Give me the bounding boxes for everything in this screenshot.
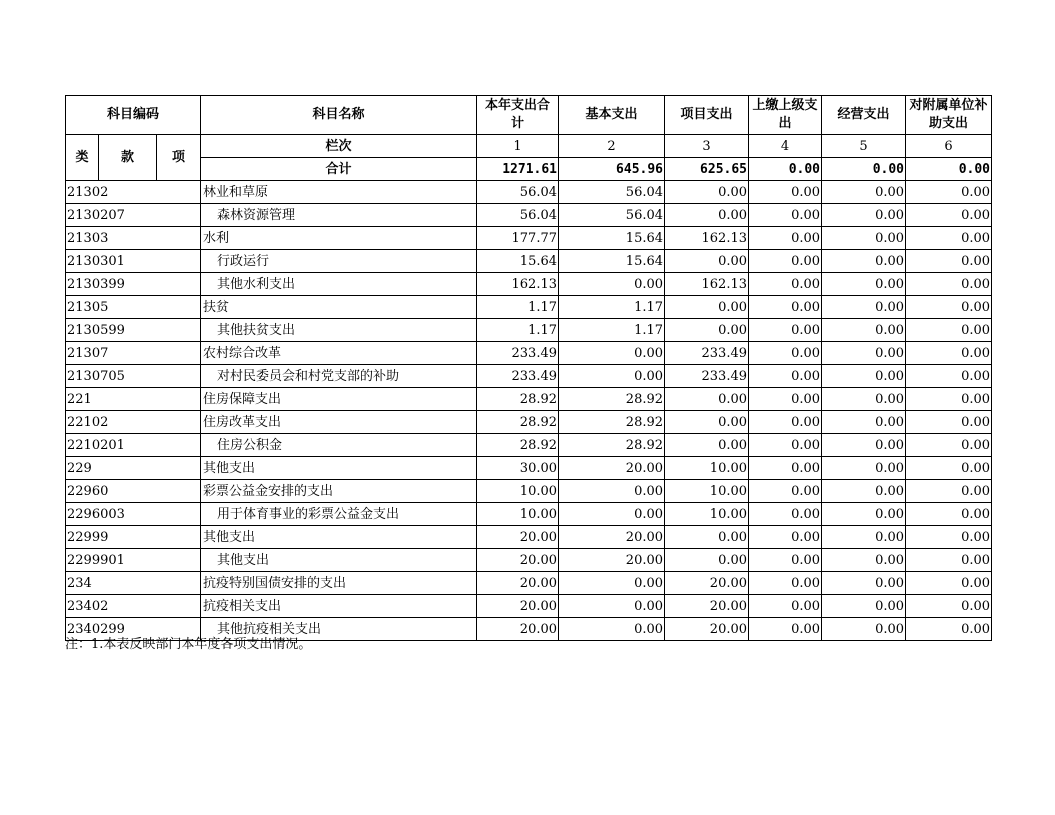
row-project: 0.00 xyxy=(665,296,749,319)
expenditure-table xyxy=(65,95,992,641)
row-name: 扶贫 xyxy=(201,296,477,319)
row-subsidy: 0.00 xyxy=(906,319,992,342)
row-subsidy: 0.00 xyxy=(906,388,992,411)
row-code: 23402 xyxy=(66,595,201,618)
row-business: 0.00 xyxy=(822,411,906,434)
sum-total: 1271.61 xyxy=(477,158,559,181)
row-subsidy: 0.00 xyxy=(906,181,992,204)
table-row xyxy=(66,526,992,549)
row-project: 162.13 xyxy=(665,273,749,296)
row-total: 162.13 xyxy=(477,273,559,296)
row-subsidy: 0.00 xyxy=(906,273,992,296)
table-row xyxy=(66,273,992,296)
row-total: 1.17 xyxy=(477,296,559,319)
row-subsidy: 0.00 xyxy=(906,503,992,526)
sum-subsidy: 0.00 xyxy=(906,158,992,181)
row-upper: 0.00 xyxy=(749,273,822,296)
row-subsidy: 0.00 xyxy=(906,480,992,503)
sum-basic: 645.96 xyxy=(559,158,665,181)
row-name: 其他支出 xyxy=(201,526,477,549)
row-code: 21307 xyxy=(66,342,201,365)
expenditure-table-sheet xyxy=(65,95,992,641)
row-name: 其他抗疫相关支出 xyxy=(201,618,477,641)
row-total: 20.00 xyxy=(477,526,559,549)
row-project: 20.00 xyxy=(665,595,749,618)
row-code: 22999 xyxy=(66,526,201,549)
row-code: 2130705 xyxy=(66,365,201,388)
row-upper: 0.00 xyxy=(749,250,822,273)
row-upper: 0.00 xyxy=(749,296,822,319)
row-basic: 0.00 xyxy=(559,480,665,503)
row-code: 2130207 xyxy=(66,204,201,227)
row-name: 抗疫相关支出 xyxy=(201,595,477,618)
header-kuan: 款 xyxy=(99,135,157,181)
row-basic: 56.04 xyxy=(559,204,665,227)
table-row xyxy=(66,181,992,204)
row-business: 0.00 xyxy=(822,296,906,319)
row-code: 2130599 xyxy=(66,319,201,342)
row-total: 10.00 xyxy=(477,503,559,526)
row-project: 10.00 xyxy=(665,503,749,526)
row-project: 10.00 xyxy=(665,480,749,503)
row-upper: 0.00 xyxy=(749,319,822,342)
row-code: 229 xyxy=(66,457,201,480)
row-name: 森林资源管理 xyxy=(201,204,477,227)
header-upper: 上缴上级支出 xyxy=(749,96,822,135)
row-subsidy: 0.00 xyxy=(906,549,992,572)
row-code: 2340299 xyxy=(66,618,201,641)
table-row xyxy=(66,296,992,319)
row-total: 1.17 xyxy=(477,319,559,342)
row-total: 20.00 xyxy=(477,549,559,572)
row-total: 28.92 xyxy=(477,434,559,457)
row-upper: 0.00 xyxy=(749,457,822,480)
row-total: 233.49 xyxy=(477,365,559,388)
table-body xyxy=(66,181,992,641)
row-name: 林业和草原 xyxy=(201,181,477,204)
row-business: 0.00 xyxy=(822,227,906,250)
row-subsidy: 0.00 xyxy=(906,227,992,250)
table-row xyxy=(66,503,992,526)
row-subsidy: 0.00 xyxy=(906,365,992,388)
row-basic: 0.00 xyxy=(559,342,665,365)
row-business: 0.00 xyxy=(822,273,906,296)
table-row xyxy=(66,480,992,503)
row-name: 用于体育事业的彩票公益金支出 xyxy=(201,503,477,526)
row-name: 住房公积金 xyxy=(201,434,477,457)
row-name: 其他扶贫支出 xyxy=(201,319,477,342)
row-business: 0.00 xyxy=(822,434,906,457)
row-upper: 0.00 xyxy=(749,181,822,204)
row-subsidy: 0.00 xyxy=(906,411,992,434)
row-project: 162.13 xyxy=(665,227,749,250)
row-upper: 0.00 xyxy=(749,365,822,388)
row-name: 水利 xyxy=(201,227,477,250)
row-basic: 0.00 xyxy=(559,618,665,641)
row-total: 20.00 xyxy=(477,618,559,641)
row-project: 0.00 xyxy=(665,181,749,204)
row-subsidy: 0.00 xyxy=(906,572,992,595)
row-name: 其他水利支出 xyxy=(201,273,477,296)
row-upper: 0.00 xyxy=(749,204,822,227)
row-basic: 56.04 xyxy=(559,181,665,204)
row-total: 56.04 xyxy=(477,181,559,204)
row-name: 彩票公益金安排的支出 xyxy=(201,480,477,503)
header-basic: 基本支出 xyxy=(559,96,665,135)
sum-project: 625.65 xyxy=(665,158,749,181)
row-upper: 0.00 xyxy=(749,572,822,595)
row-upper: 0.00 xyxy=(749,480,822,503)
row-project: 233.49 xyxy=(665,342,749,365)
row-basic: 1.17 xyxy=(559,319,665,342)
row-basic: 20.00 xyxy=(559,457,665,480)
table-note: 注：1.本表反映部门本年度各项支出情况。 xyxy=(65,637,312,652)
row-total: 233.49 xyxy=(477,342,559,365)
row-project: 10.00 xyxy=(665,457,749,480)
header-total: 本年支出合计 xyxy=(477,96,559,135)
index-col-5: 5 xyxy=(822,135,906,158)
table-row xyxy=(66,227,992,250)
table-row xyxy=(66,457,992,480)
row-code: 21302 xyxy=(66,181,201,204)
row-subsidy: 0.00 xyxy=(906,434,992,457)
row-project: 20.00 xyxy=(665,618,749,641)
row-business: 0.00 xyxy=(822,526,906,549)
row-total: 28.92 xyxy=(477,388,559,411)
row-name: 行政运行 xyxy=(201,250,477,273)
row-code: 22102 xyxy=(66,411,201,434)
table-row xyxy=(66,434,992,457)
row-code: 22960 xyxy=(66,480,201,503)
row-code: 2299901 xyxy=(66,549,201,572)
row-code: 2296003 xyxy=(66,503,201,526)
row-upper: 0.00 xyxy=(749,595,822,618)
row-name: 抗疫特别国债安排的支出 xyxy=(201,572,477,595)
row-basic: 20.00 xyxy=(559,526,665,549)
row-upper: 0.00 xyxy=(749,434,822,457)
row-basic: 15.64 xyxy=(559,250,665,273)
header-code-group: 科目编码 xyxy=(66,96,201,135)
row-project: 0.00 xyxy=(665,204,749,227)
row-basic: 1.17 xyxy=(559,296,665,319)
header-name: 科目名称 xyxy=(201,96,477,135)
row-project: 20.00 xyxy=(665,572,749,595)
row-total: 15.64 xyxy=(477,250,559,273)
sum-upper: 0.00 xyxy=(749,158,822,181)
row-total: 177.77 xyxy=(477,227,559,250)
row-business: 0.00 xyxy=(822,572,906,595)
row-name: 其他支出 xyxy=(201,457,477,480)
header-project: 项目支出 xyxy=(665,96,749,135)
row-business: 0.00 xyxy=(822,595,906,618)
table-row xyxy=(66,250,992,273)
sum-label: 合计 xyxy=(201,158,477,181)
row-subsidy: 0.00 xyxy=(906,595,992,618)
table-row xyxy=(66,411,992,434)
row-business: 0.00 xyxy=(822,503,906,526)
row-upper: 0.00 xyxy=(749,526,822,549)
row-basic: 0.00 xyxy=(559,595,665,618)
row-project: 233.49 xyxy=(665,365,749,388)
row-subsidy: 0.00 xyxy=(906,618,992,641)
row-code: 2130301 xyxy=(66,250,201,273)
table-row xyxy=(66,549,992,572)
row-project: 0.00 xyxy=(665,319,749,342)
row-basic: 28.92 xyxy=(559,411,665,434)
table-row xyxy=(66,204,992,227)
row-subsidy: 0.00 xyxy=(906,250,992,273)
row-code: 221 xyxy=(66,388,201,411)
header-subsidy: 对附属单位补助支出 xyxy=(906,96,992,135)
header-xiang: 项 xyxy=(157,135,201,181)
row-upper: 0.00 xyxy=(749,411,822,434)
row-business: 0.00 xyxy=(822,480,906,503)
row-project: 0.00 xyxy=(665,549,749,572)
header-business: 经营支出 xyxy=(822,96,906,135)
row-project: 0.00 xyxy=(665,526,749,549)
index-col-3: 3 xyxy=(665,135,749,158)
table-row xyxy=(66,595,992,618)
row-name: 住房保障支出 xyxy=(201,388,477,411)
header-lei: 类 xyxy=(66,135,99,181)
row-basic: 0.00 xyxy=(559,503,665,526)
index-label: 栏次 xyxy=(201,135,477,158)
index-col-6: 6 xyxy=(906,135,992,158)
row-basic: 0.00 xyxy=(559,572,665,595)
row-upper: 0.00 xyxy=(749,549,822,572)
row-project: 0.00 xyxy=(665,388,749,411)
index-col-2: 2 xyxy=(559,135,665,158)
row-total: 20.00 xyxy=(477,572,559,595)
row-business: 0.00 xyxy=(822,181,906,204)
row-code: 2210201 xyxy=(66,434,201,457)
row-code: 21305 xyxy=(66,296,201,319)
row-business: 0.00 xyxy=(822,457,906,480)
table-row xyxy=(66,342,992,365)
row-upper: 0.00 xyxy=(749,503,822,526)
row-subsidy: 0.00 xyxy=(906,342,992,365)
row-business: 0.00 xyxy=(822,250,906,273)
table-row xyxy=(66,319,992,342)
row-subsidy: 0.00 xyxy=(906,457,992,480)
row-upper: 0.00 xyxy=(749,388,822,411)
row-upper: 0.00 xyxy=(749,227,822,250)
row-project: 0.00 xyxy=(665,411,749,434)
row-business: 0.00 xyxy=(822,388,906,411)
row-total: 28.92 xyxy=(477,411,559,434)
sum-business: 0.00 xyxy=(822,158,906,181)
row-subsidy: 0.00 xyxy=(906,296,992,319)
row-name: 住房改革支出 xyxy=(201,411,477,434)
row-code: 234 xyxy=(66,572,201,595)
row-business: 0.00 xyxy=(822,549,906,572)
table-row xyxy=(66,572,992,595)
table-row xyxy=(66,365,992,388)
row-name: 其他支出 xyxy=(201,549,477,572)
row-basic: 0.00 xyxy=(559,365,665,388)
row-business: 0.00 xyxy=(822,319,906,342)
row-project: 0.00 xyxy=(665,250,749,273)
row-business: 0.00 xyxy=(822,365,906,388)
row-basic: 20.00 xyxy=(559,549,665,572)
row-total: 30.00 xyxy=(477,457,559,480)
row-basic: 28.92 xyxy=(559,434,665,457)
row-code: 21303 xyxy=(66,227,201,250)
row-project: 0.00 xyxy=(665,434,749,457)
row-total: 10.00 xyxy=(477,480,559,503)
row-business: 0.00 xyxy=(822,204,906,227)
row-business: 0.00 xyxy=(822,618,906,641)
row-basic: 0.00 xyxy=(559,273,665,296)
row-upper: 0.00 xyxy=(749,342,822,365)
row-total: 20.00 xyxy=(477,595,559,618)
row-basic: 28.92 xyxy=(559,388,665,411)
row-name: 农村综合改革 xyxy=(201,342,477,365)
row-subsidy: 0.00 xyxy=(906,526,992,549)
row-basic: 15.64 xyxy=(559,227,665,250)
index-col-1: 1 xyxy=(477,135,559,158)
row-total: 56.04 xyxy=(477,204,559,227)
row-code: 2130399 xyxy=(66,273,201,296)
row-upper: 0.00 xyxy=(749,618,822,641)
row-business: 0.00 xyxy=(822,342,906,365)
row-name: 对村民委员会和村党支部的补助 xyxy=(201,365,477,388)
table-row xyxy=(66,388,992,411)
row-subsidy: 0.00 xyxy=(906,204,992,227)
index-col-4: 4 xyxy=(749,135,822,158)
